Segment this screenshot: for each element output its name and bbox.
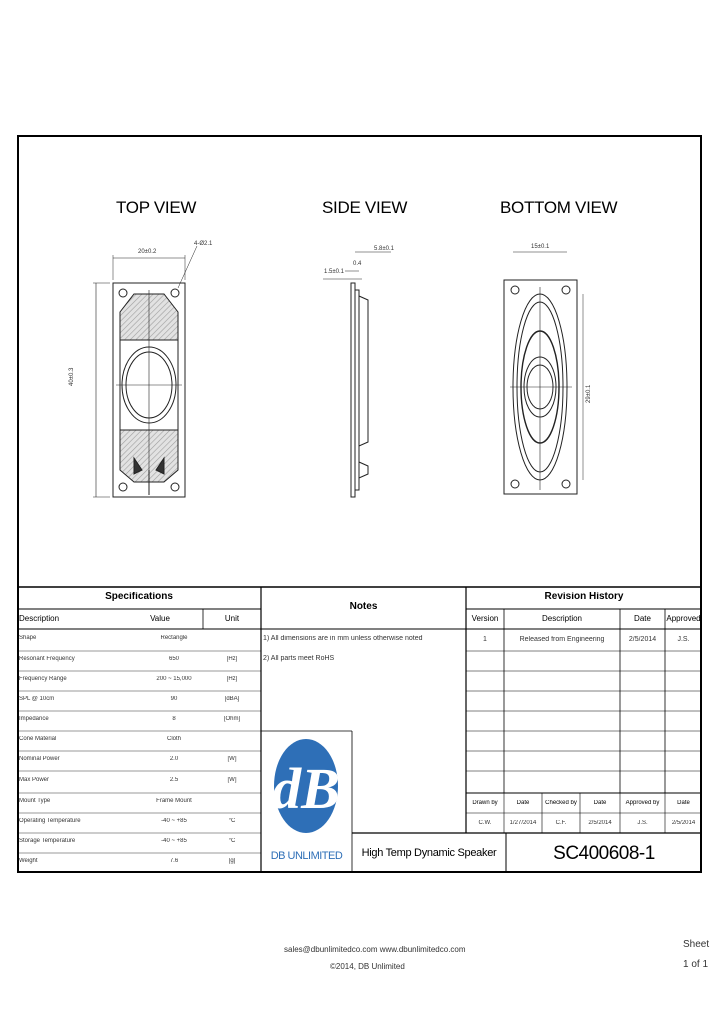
approval-checked-header: Checked by: [545, 800, 577, 806]
side-view-drawing: [323, 252, 391, 497]
top-view-title: TOP VIEW: [116, 198, 197, 217]
approval-date3: 2/5/2014: [671, 820, 696, 826]
top-width-dim: 20±0.2: [138, 249, 157, 255]
spec-description: Cone Material: [19, 736, 57, 742]
top-hole-dim: 4-Ø2.1: [194, 241, 213, 247]
spec-value: -40 ~ +85: [161, 838, 187, 844]
spec-value: 650: [168, 656, 179, 662]
spec-description: Shape: [19, 635, 37, 641]
spec-description: SPL @ 10cm: [19, 696, 55, 702]
approval-date1: 1/27/2014: [509, 820, 537, 826]
sheet-label: Sheet: [683, 939, 710, 950]
product-name: High Temp Dynamic Speaker: [361, 848, 497, 859]
spec-unit: [g]: [228, 858, 236, 864]
revision-description: Released from Engineering: [519, 636, 605, 643]
revision-date: 2/5/2014: [628, 636, 657, 643]
revision-title: Revision History: [544, 592, 624, 602]
specs-col-description: Description: [19, 615, 60, 623]
spec-unit: [dBA]: [224, 696, 240, 702]
spec-unit: [W]: [227, 756, 237, 762]
revision-approved: J.S.: [677, 636, 690, 643]
revision-col-version: Version: [471, 615, 499, 623]
sheet-value: 1 of 1: [683, 959, 709, 970]
spec-value: 200 ~ 15,000: [156, 676, 192, 682]
bottom-width-dim: 15±0.1: [531, 244, 550, 250]
spec-unit: [Ohm]: [223, 716, 241, 722]
specs-title: Specifications: [105, 592, 173, 602]
revision-col-date: Date: [634, 615, 651, 623]
bottom-view-title: BOTTOM VIEW: [500, 198, 618, 217]
spec-value: Frame Mount: [156, 798, 192, 804]
spec-description: Mount Type: [19, 798, 51, 804]
spec-description: Nominal Power: [19, 756, 60, 762]
footer-contact: sales@dbunlimitedco.com www.dbunlimitedco.com: [284, 945, 466, 954]
bottom-height-dim: 29±0.1: [586, 384, 592, 403]
spec-value: 2.5: [169, 777, 179, 783]
spec-unit: [W]: [227, 777, 237, 783]
spec-unit: [Hz]: [226, 656, 238, 662]
note-1: 1) All dimensions are in mm unless otherwise noted: [263, 635, 423, 642]
approval-drawn: C.W.: [478, 820, 492, 826]
spec-value: 7.6: [169, 858, 179, 864]
top-view-drawing: [93, 246, 197, 497]
spec-unit: °C: [228, 838, 236, 844]
approval-date1-header: Date: [516, 800, 530, 806]
approval-date3-header: Date: [677, 800, 690, 806]
bottom-view-drawing: [504, 252, 583, 494]
title-block-grid: [17, 587, 702, 873]
spec-description: Storage Temperature: [19, 838, 76, 844]
revision-version: 1: [483, 636, 487, 643]
approval-date2-header: Date: [593, 800, 607, 806]
side-a-dim: 5.8±0.1: [374, 246, 394, 252]
specs-col-value: Value: [150, 615, 170, 623]
approval-date2: 2/5/2014: [588, 820, 612, 826]
db-unlimited-logo-mark: [272, 739, 340, 833]
logo-mark-text: dB: [272, 756, 340, 821]
specs-col-unit: Unit: [224, 615, 240, 623]
spec-description: Frequency Range: [19, 676, 67, 682]
approval-checked: C.F.: [555, 820, 567, 826]
part-number: SC400608-1: [553, 844, 655, 863]
spec-description: Weight: [19, 858, 38, 864]
spec-value: 8: [172, 716, 176, 722]
spec-value: 2.0: [169, 756, 179, 762]
spec-unit: °C: [228, 818, 236, 824]
approval-approved-header: Approved by: [625, 800, 660, 806]
approval-approved: J.S.: [637, 820, 648, 826]
spec-description: Operating Temperature: [19, 818, 81, 824]
note-2: 2) All parts meet RoHS: [263, 655, 335, 662]
side-c-dim: 1.5±0.1: [324, 269, 344, 275]
spec-description: Resonant Frequency: [19, 656, 75, 662]
spec-description: Impedance: [19, 716, 49, 722]
spec-value: -40 ~ +85: [161, 818, 187, 824]
side-b-dim: 0.4: [353, 261, 362, 267]
spec-value: Rectangle: [160, 635, 188, 641]
approval-drawn-header: Drawn by: [472, 800, 498, 806]
notes-title: Notes: [349, 602, 378, 612]
top-height-dim: 40±0.3: [69, 367, 75, 386]
company-logo-text: DB UNLIMITED: [270, 851, 343, 862]
footer-copyright: ©2014, DB Unlimited: [330, 962, 405, 971]
side-view-title: SIDE VIEW: [322, 198, 408, 217]
spec-value: Cloth: [166, 736, 181, 742]
revision-col-approved: Approved: [666, 615, 701, 623]
spec-unit: [Hz]: [226, 676, 238, 682]
revision-col-description: Description: [541, 615, 582, 623]
spec-description: Max Power: [19, 777, 50, 783]
spec-value: 90: [170, 696, 178, 702]
